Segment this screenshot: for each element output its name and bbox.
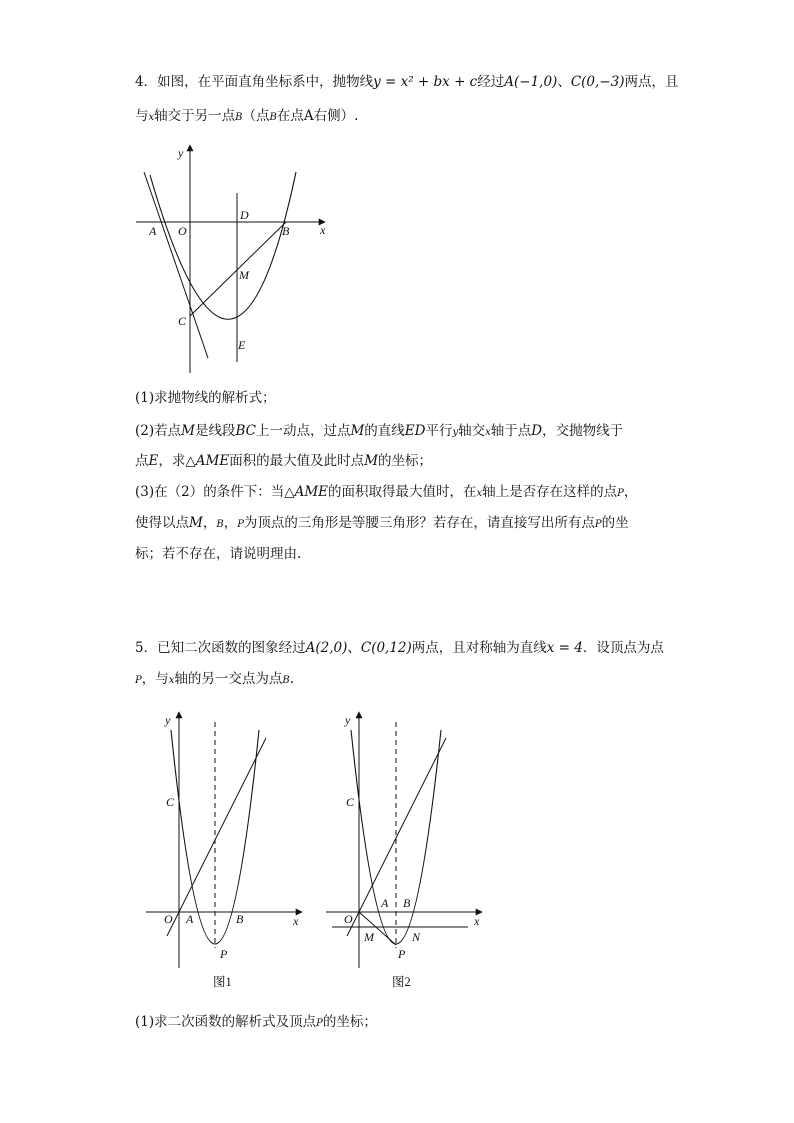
problem4-stem-line2: 与x轴交于另一点B（点B在点A右侧）. [135,108,359,124]
point-B-label: B [282,224,290,238]
y-axis-label: y [178,146,184,160]
x-axis-label: x [474,914,480,928]
point-O-label: O [344,912,353,926]
y-axis-label: y [165,713,171,727]
problem4-q2-line2: 点E，求△AME面积的最大值及此时点M的坐标； [135,453,433,469]
point-O-label: O [164,912,173,926]
point-P-label: P [220,947,228,961]
problem5-q1: (1)求二次函数的解析式及顶点P的坐标； [135,1014,377,1030]
point-A-label: A [186,912,194,926]
point-D-label: D [240,208,249,222]
point-M-label: M [239,268,249,282]
y-axis-label: y [345,713,351,727]
point-A-coords: A(2,0) [305,640,348,656]
figure1-caption: 图1 [213,975,232,989]
line-BC [190,222,286,316]
problem4-figure [130,140,340,380]
point-E-label: E [238,338,246,352]
x-axis-label: x [320,223,326,237]
symmetry-axis: x = 4 [546,640,583,656]
problem5-number: 5． [135,640,158,656]
point-B-label: B [403,896,411,910]
problem4-number: 4． [135,74,158,90]
point-N-label: N [412,930,421,944]
point-C-coords: C(0,12) [360,640,412,656]
x-axis-label: x [293,914,299,928]
problem4-stem-line1: 4．如图，在平面直角坐标系中，抛物线y = x² + bx + c经过A(−1,0)、C(0,−3)两点，且 [135,74,679,90]
point-B-label: B [236,912,244,926]
point-O-label: O [178,224,187,238]
line-AC [144,172,208,358]
line-through-origin [167,738,266,936]
point-C-label: C [178,314,187,328]
point-C-label: C [346,795,355,809]
problem5-figure2 [320,705,490,995]
point-A-label: A [149,224,157,238]
figure2-caption: 图2 [392,975,411,989]
parabola-formula: y = x² + bx + c [373,74,478,90]
problem4-q3-line3: 标；若不存在，请说明理由. [135,546,302,562]
problem5-figure1 [140,705,310,995]
point-C-label: C [166,795,175,809]
point-P-label: P [398,947,406,961]
problem4-q3-line2: 使得以点M，B，P为顶点的三角形是等腰三角形？若存在，请直接写出所有点P的坐 [135,515,629,531]
point-M-label: M [364,930,374,944]
point-A-label: A [381,896,389,910]
point-C-coords: C(0,−3) [570,74,625,90]
parabola-curve [150,172,296,319]
problem5-stem-line1: 5．已知二次函数的图象经过A(2,0)、C(0,12)两点，且对称轴为直线x = 4．设顶点为点 [135,640,664,656]
problem4-q3-line1: (3)在（2）的条件下：当△AME的面积取得最大值时，在x轴上是否存在这样的点P， [135,484,638,500]
problem4-q1: (1)求抛物线的解析式； [135,390,276,406]
problem5-stem-line2: P，与x轴的另一交点为点B. [135,671,295,687]
point-A-coords: A(−1,0) [504,74,558,90]
problem4-q2-line1: (2)若点M是线段BC上一动点，过点M的直线ED平行y轴交x轴于点D，交抛物线于 [135,423,624,439]
